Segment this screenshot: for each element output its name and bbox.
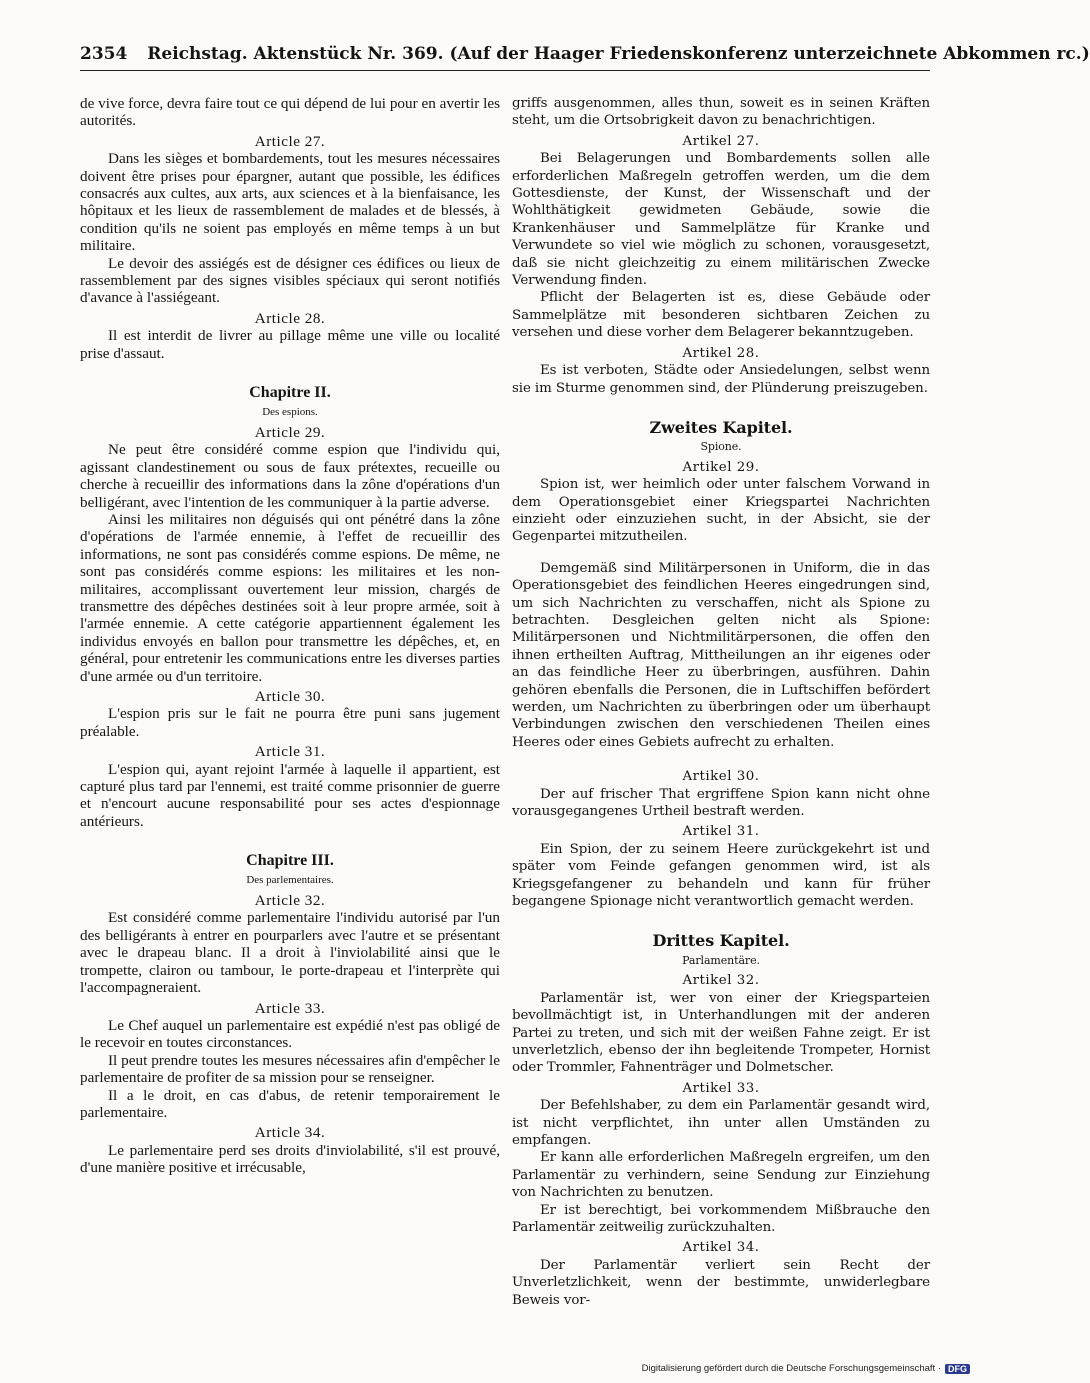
paragraph: Le devoir des assiégés est de désigner ces édifices ou lieux de rassemblement par des signes visibles spéciaux qui seront notifiés d'avance à l'assiégeant. (80, 254, 500, 307)
spacer (512, 751, 930, 765)
french-column (80, 95, 500, 1177)
paragraph: griffs ausgenommen, alles thun, soweit es in seinen Kräften steht, um die Ortsobrigkeit davon zu benachrichtigen. (512, 96, 930, 129)
paragraph: Parlamentär ist, wer von einer der Kriegsparteien bevollmächtigt ist, in Unterhandlungen mit der anderen Partei zu treten, und sich mit der weißen Fahne zeigt. Er ist unverletzlich, ebenso der ihn begleitende Trompeter, Hornist oder Trommler, Fahnenträger und Dolmetscher. (512, 990, 930, 1076)
spacer (512, 546, 930, 560)
paragraph: Ne peut être considéré comme espion que l'individu qui, agissant clandestinement ou sous de faux prétextes, recueille ou cherche à recueillir des informations dans la zône d'opérations d'un belligérant, avec l'intention de les communiquer à la partie adverse. (80, 441, 500, 511)
article-heading: Article 33. (254, 999, 326, 1017)
article-heading: Artikel 33. (682, 1080, 760, 1096)
article-heading: Article 28. (254, 309, 326, 327)
chapter-heading: Chapitre III. (246, 852, 334, 870)
article-heading: Artikel 29. (682, 459, 760, 475)
paragraph: L'espion pris sur le fait ne pourra être puni sans jugement préalable. (80, 705, 500, 740)
page-number: 2354 (80, 44, 128, 64)
paragraph: Il a le droit, en cas d'abus, de retenir temporairement le parlementaire. (80, 1086, 500, 1121)
article-heading: Article 27. (254, 132, 326, 150)
chapter-heading: Chapitre II. (249, 384, 331, 402)
paragraph: Il est interdit de livrer au pillage même une ville ou localité prise d'assaut. (80, 327, 500, 362)
article-heading: Artikel 28. (682, 345, 760, 361)
article-heading: Artikel 27. (682, 133, 760, 149)
paragraph: Bei Belagerungen und Bombardements sollen alle erforderlichen Maßregeln getroffen werden, um die dem Gottesdienste, der Kunst, der Wissenschaft und der Wohlthätigkeit gewidmeten Gebäude, sowie die Krankenhäuser und Sammelplätze für Kranke und Verwundete so viel wie möglich zu schonen, vorausgesetzt, daß sie nicht gleichzeitig zu einem militärischen Zwecke Verwendung finden. (512, 151, 930, 289)
article-heading: Article 31. (254, 743, 326, 761)
paragraph: Der auf frischer That ergriffene Spion kann nicht ohne vorausgegangenes Urtheil bestraft werden. (512, 786, 930, 820)
footer-text: Digitalisierung gefördert durch die Deutsche Forschungsgemeinschaft · (641, 1363, 941, 1374)
paragraph: Demgemäß sind Militärpersonen in Uniform, die in das Operationsgebiet des feindlichen Heeres eingedrungen sind, um sich Nachrichten zu verschaffen, nicht als Spione zu betrachten. Desgleichen gelten nicht als Spione: Militärpersonen und Nichtmilitärpersonen, die offen den ihnen ertheilten Auftrag, Mittheilungen an ihr eigenes oder an das feindliche Heer zu überbringen, ausführen. Dahin gehören ebenfalls die Personen, die in Luftschiffen befördert werden, um Nachrichten zu überbringen oder um überhaupt Verbindungen zwischen den verschiedenen Theilen eines Heeres oder eines Gebiets aufrecht zu erhalten. (512, 560, 930, 750)
chapter-subtitle: Des espions. (262, 405, 318, 418)
chapter-subtitle: Parlamentäre. (682, 953, 760, 967)
page-header (80, 44, 1090, 71)
paragraph: Er ist berechtigt, bei vorkommendem Mißbrauche den Parlamentär zeitweilig zurückzuhalten. (512, 1202, 930, 1235)
digitization-footer (642, 1363, 970, 1374)
paragraph: Pflicht der Belagerten ist es, diese Gebäude oder Sammelplätze mit besonderen sichtbaren Zeichen zu versehen und diese vorher dem Belagerer bekanntzugeben. (512, 290, 930, 341)
chapter-heading: Drittes Kapitel. (652, 931, 790, 951)
chapter-subtitle: Spione. (700, 440, 742, 454)
paragraph: Es ist verboten, Städte oder Ansiedelungen, selbst wenn sie im Sturme genommen sind, der Plünderung preiszugeben. (512, 363, 930, 396)
paragraph: Il peut prendre toutes les mesures nécessaires afin d'empêcher le parlementaire de profiter de sa mission pour se renseigner. (80, 1051, 500, 1087)
paragraph: Der Parlamentär verliert sein Recht der Unverletzlichkeit, wenn der bestimmte, unwiderlegbare Beweis vor- (512, 1257, 930, 1308)
paragraph: Spion ist, wer heimlich oder unter falschem Vorwand in dem Operationsgebiet einer Kriegspartei Nachrichten einzieht oder einzuziehen sucht, in der Absicht, sie der Gegenpartei mitzutheilen. (512, 477, 930, 545)
article-heading: Article 32. (254, 892, 326, 910)
article-heading: Artikel 30. (682, 769, 760, 785)
german-column (512, 95, 930, 1309)
paragraph: Le parlementaire perd ses droits d'inviolabilité, s'il est prouvé, d'une manière positive et irrécusable, (80, 1141, 500, 1177)
paragraph: Est considéré comme parlementaire l'individu autorisé par l'un des belligérants à entrer en pourparlers avec l'autre et se présentant avec le drapeau blanc. Il a droit à l'inviolabilité ainsi que le trompette, clairon ou tambour, le porte-drapeau et l'interprète qui l'accompagneraient. (80, 909, 500, 997)
article-heading: Article 30. (254, 688, 326, 705)
dfg-logo: DFG (945, 1364, 970, 1374)
article-heading: Artikel 34. (682, 1240, 760, 1256)
article-heading: Article 29. (254, 423, 326, 441)
chapter-subtitle: Des parlementaires. (246, 873, 334, 886)
article-heading: Article 34. (254, 1124, 326, 1142)
paragraph: Ein Spion, der zu seinem Heere zurückgekehrt ist und später vom Feinde gefangen genommen wird, ist als Kriegsgefangener zu behandeln und kann für früher begangene Spionage nicht verantwortlich gemacht werden. (512, 841, 930, 910)
paragraph: L'espion qui, ayant rejoint l'armée à laquelle il appartient, est capturé plus tard par l'ennemi, est traité comme prisonnier de guerre et n'encourt aucune responsabilité pour ses actes d'espionnage antérieurs. (80, 760, 500, 830)
paragraph: de vive force, devra faire tout ce qui dépend de lui pour en avertir les autorités. (80, 95, 500, 130)
chapter-heading: Zweites Kapitel. (649, 417, 793, 437)
paragraph: Dans les sièges et bombardements, tout les mesures nécessaires doivent être prises pour épargner, autant que possible, les édifices consacrés aux cultes, aux arts, aux sciences et à la bienfaisance, les hôpitaux et les lieux de rassemblement de malades et de blessés, à condition qu'ils ne soient pas employés en même temps à un but militaire. (80, 150, 500, 255)
article-heading: Artikel 32. (682, 973, 760, 989)
paragraph: Le Chef auquel un parlementaire est expédié n'est pas obligé de le recevoir en toutes circonstances. (80, 1016, 500, 1052)
article-heading: Artikel 31. (682, 824, 760, 840)
paragraph: Der Befehlshaber, zu dem ein Parlamentär gesandt wird, ist nicht verpflichtet, ihn unter allen Umständen zu empfangen. (512, 1098, 930, 1148)
paragraph: Er kann alle erforderlichen Maßregeln ergreifen, um den Parlamentär zu verhindern, seine Sendung zur Einziehung von Nachrichten zu benutzen. (512, 1150, 930, 1201)
paragraph: Ainsi les militaires non déguisés qui ont pénétré dans la zône d'opérations de l'armée ennemie, à l'effet de recueillir des informations, ne sont pas considérés comme espions. De même, ne sont pas considérés comme espions: les militaires et les non-militaires, accomplissant ouvertement leur mission, chargés de transmettre des dépêches destinées soit à leur propre armée, soit à l'armée ennemie. A cette catégorie appartiennent également les individus envoyés en ballon pour transmettre les dépêches, et, en général, pour entretenir les communications entre les diverses parties d'une armée ou d'un territoire. (80, 510, 500, 685)
running-title: Reichstag. Aktenstück Nr. 369. (Auf der Haager Friedenskonferenz unterzeichnete Abkommen rc.) (147, 44, 1090, 64)
